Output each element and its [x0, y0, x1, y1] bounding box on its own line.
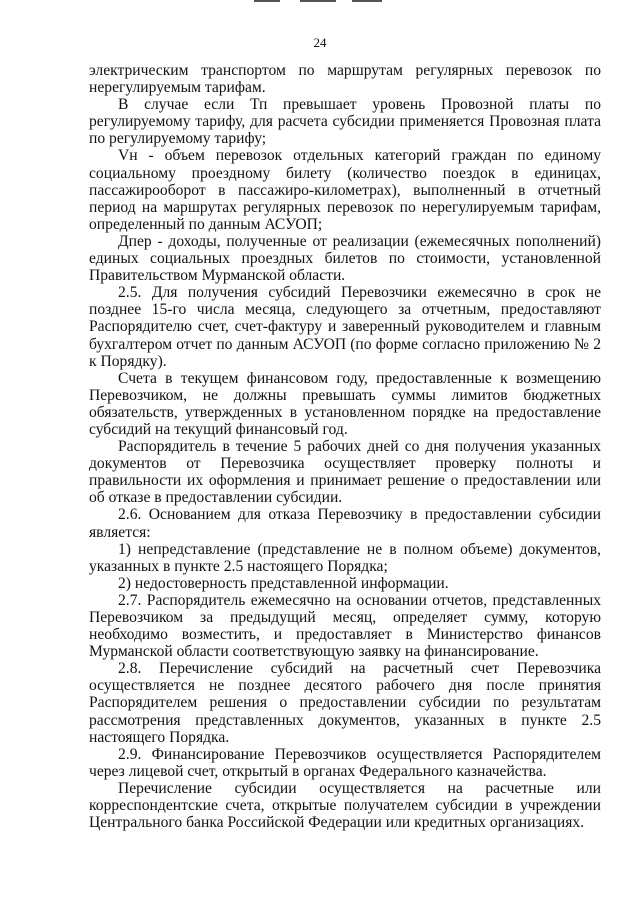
- paragraph: 1) непредставление (представление не в полном объеме) документов, указанных в пункте 2.5 настоящего Порядка;: [89, 540, 601, 575]
- top-edge-mark: [300, 0, 336, 2]
- paragraph: 2.9. Финансирование Перевозчиков осуществляется Распорядителем через лицевой счет, открытый в органах Федерального казначейства.: [89, 745, 601, 780]
- page-number: 24: [313, 35, 327, 50]
- top-edge-mark: [254, 0, 280, 2]
- paragraph: 2.7. Распорядитель ежемесячно на основании отчетов, представленных Перевозчиком за предыдущий месяц, определяет сумму, которую необходимо возместить, и предоставляет в Министерство финансов Мурманской области соответствующую заявку на финансирование.: [89, 591, 601, 661]
- paragraph: 2.8. Перечисление субсидий на расчетный счет Перевозчика осуществляется не позднее десятого рабочего дня после принятия Распорядителем решения о предоставлении субсидии по результатам рассмотрения представленных документов, указанных в пункте 2.5 настоящего Порядка.: [89, 660, 601, 746]
- paragraph: 2.5. Для получения субсидий Перевозчики ежемесячно в срок не позднее 15-го числа месяца, следующего за отчетным, предоставляют Распорядителю счет, счет-фактуру и заверенный руководителем и главным бухгалтером отчет по данным АСУОП (по форме согласно приложению № 2 к Порядку).: [89, 284, 601, 370]
- paragraph: Распорядитель в течение 5 рабочих дней со дня получения указанных документов от Перевозчика осуществляет проверку полноты и правильности их оформления и принимает решение о предоставлении или об отказе в предоставлении субсидии.: [89, 438, 601, 507]
- paragraph: В случае если Тп превышает уровень Провозной платы по регулируемому тарифу, для расчета субсидии применяется Провозная плата по регулируемому тарифу;: [89, 96, 601, 148]
- paragraph: электрическим транспортом по маршрутам регулярных перевозок по нерегулируемым тарифам.: [89, 62, 601, 97]
- paragraph: 2) недостоверность представленной информации.: [118, 574, 449, 592]
- paragraph: Перечисление субсидии осуществляется на расчетные или корреспондентские счета, открытые получателем субсидии в учреждении Центрального банка Российской Федерации или кредитных организациях.: [89, 779, 601, 832]
- paragraph: Счета в текущем финансовом году, предоставленные к возмещению Перевозчиком, не должны превышать суммы лимитов бюджетных обязательств, утвержденных в установленном порядке на предоставление субсидий на текущий финансовый год.: [89, 369, 601, 438]
- paragraph: Дпер - доходы, полученные от реализации (ежемесячных пополнений) единых социальных проездных билетов по стоимости, установленной Правительством Мурманской области.: [89, 232, 601, 285]
- paragraph: 2.6. Основанием для отказа Перевозчику в предоставлении субсидии является:: [89, 506, 601, 541]
- document-body: [89, 62, 601, 831]
- paragraph: Vн - объем перевозок отдельных категорий граждан по единому социальному проездному билету (количество поездок в единицах, пассажирооборот в пассажиро-километрах), выполненный в отчетный период на маршрутах регулярных перевозок по нерегулируемым тарифам, определенный по данным АСУОП;: [89, 147, 601, 233]
- top-edge-mark: [352, 0, 382, 2]
